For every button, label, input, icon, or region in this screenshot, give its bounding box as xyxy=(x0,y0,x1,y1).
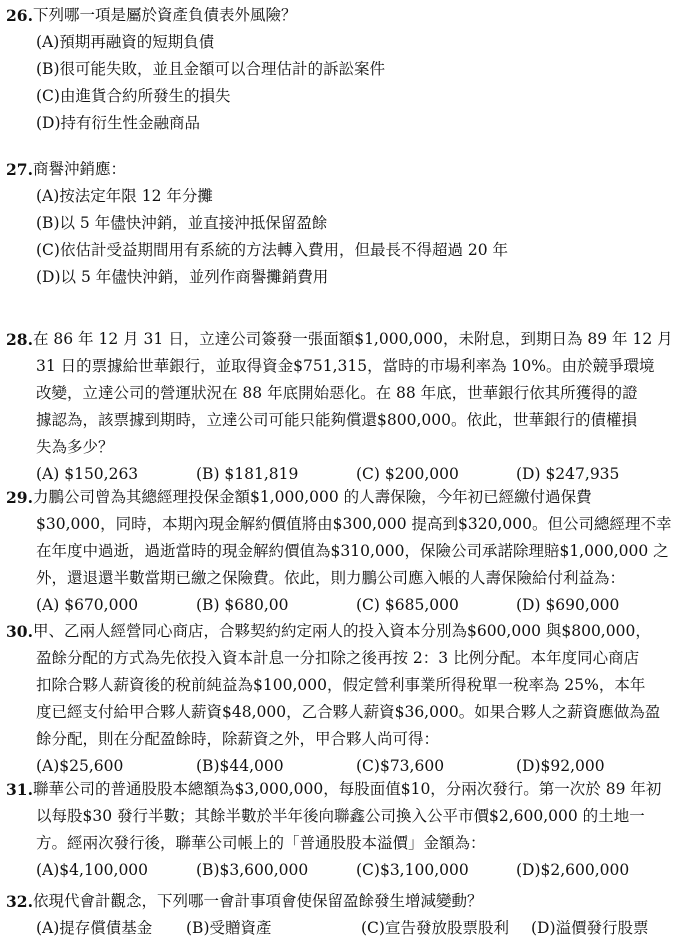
option-a: (A)$4,100,000 xyxy=(36,861,149,879)
question-stem-line: 在 86 年 12 月 31 日，立達公司簽發一張面額$1,000,000，未附息，到期日為 89 年 12 月 xyxy=(32,330,673,348)
option-d: (D)溢價發行股票 xyxy=(531,919,649,937)
option-a: (A) $670,000 xyxy=(36,596,139,614)
option-c: (C) $200,000 xyxy=(356,465,459,483)
option-d: (D)$92,000 xyxy=(516,757,605,775)
question-stem-line: 力鵬公司曾為其總經理投保金額$1,000,000 的人壽保險，今年初已經繳付過保費 xyxy=(32,488,592,506)
option-d: (D)以 5 年儘快沖銷，並列作商譽攤銷費用 xyxy=(36,268,329,286)
question-stem-line: 餘分配，則在分配盈餘時，除薪資之外，甲合夥人尚可得： xyxy=(36,730,440,748)
question-28 xyxy=(6,326,678,488)
question-number: 29. xyxy=(6,488,33,507)
question-stem: 商譽沖銷應： xyxy=(32,160,126,178)
option-c: (C)依估計受益期間用有系統的方法轉入費用，但最長不得超過 20 年 xyxy=(36,241,509,259)
question-stem-line: 扣除合夥人薪資後的稅前純益為$100,000，假定營利事業所得稅單一稅率為 25%，本年 xyxy=(36,676,646,694)
question-stem-line: 以每股$30 發行半數；其餘半數於半年後向聯鑫公司換入公平市價$2,600,000 的土地一 xyxy=(36,807,645,825)
question-number: 31. xyxy=(6,780,33,799)
question-stem-line: 方。經兩次發行後，聯華公司帳上的「普通股股本溢價」金額為： xyxy=(36,834,486,852)
option-b: (B) $680,00 xyxy=(196,596,289,614)
question-stem-line: 失為多少？ xyxy=(36,438,114,456)
question-stem-line: 31 日的票據給世華銀行，並取得資金$751,315，當時的市場利率為 10%。由於競爭環境 xyxy=(36,357,655,375)
option-d: (D) $247,935 xyxy=(516,465,620,483)
question-29 xyxy=(6,484,678,619)
option-b: (B)$3,600,000 xyxy=(196,861,309,879)
question-32 xyxy=(6,888,678,942)
question-number: 28. xyxy=(6,330,33,349)
question-31 xyxy=(6,776,678,884)
option-d: (D)持有衍生性金融商品 xyxy=(36,114,201,132)
option-a: (A)$25,600 xyxy=(36,757,124,775)
question-number: 32. xyxy=(6,892,33,911)
question-27 xyxy=(6,156,678,291)
option-c: (C)由進貨合約所發生的損失 xyxy=(36,87,231,105)
option-b: (B)受贈資產 xyxy=(186,919,272,937)
question-stem-line: 盈餘分配的方式為先依投入資本計息一分扣除之後再按 2：3 比例分配。本年度同心商店 xyxy=(36,649,640,667)
question-stem: 依現代會計觀念，下列哪一會計事項會使保留盈餘發生增減變動？ xyxy=(32,892,483,910)
option-a: (A)按法定年限 12 年分攤 xyxy=(36,187,213,205)
option-c: (C)$3,100,000 xyxy=(356,861,469,879)
option-a: (A) $150,263 xyxy=(36,465,139,483)
question-stem-line: 聯華公司的普通股股本總額為$3,000,000，每股面值$10，分兩次發行。第一次於 89 年初 xyxy=(32,780,662,798)
option-d: (D)$2,600,000 xyxy=(516,861,630,879)
option-c: (C)$73,600 xyxy=(356,757,445,775)
option-b: (B)$44,000 xyxy=(196,757,284,775)
option-d: (D) $690,000 xyxy=(516,596,620,614)
question-stem-line: 甲、乙兩人經營同心商店，合夥契約約定兩人的投入資本分別為$600,000 與$800,000， xyxy=(32,622,651,640)
question-stem: 下列哪一項是屬於資產負債表外風險？ xyxy=(32,6,297,24)
option-c: (C)宣告發放股票股利 xyxy=(361,919,509,937)
option-a: (A)預期再融資的短期負債 xyxy=(36,33,215,51)
option-b: (B)很可能失敗，並且金額可以合理估計的訴訟案件 xyxy=(36,60,385,78)
option-b: (B) $181,819 xyxy=(196,465,299,483)
option-c: (C) $685,000 xyxy=(356,596,459,614)
question-stem-line: $30,000，同時，本期內現金解約價值將由$300,000 提高到$320,000。但公司總經理不幸 xyxy=(36,515,672,533)
question-stem-line: 據認為，該票據到期時，立達公司可能只能夠償還$800,000。依此，世華銀行的債權損 xyxy=(36,411,637,429)
question-number: 30. xyxy=(6,622,33,641)
question-30 xyxy=(6,618,678,780)
option-b: (B)以 5 年儘快沖銷，並直接沖抵保留盈餘 xyxy=(36,214,328,232)
option-a: (A)提存償債基金 xyxy=(36,919,153,937)
question-stem-line: 度已經支付給甲合夥人薪資$48,000，乙合夥人薪資$36,000。如果合夥人之薪資應做為盈 xyxy=(36,703,661,721)
question-stem-line: 在年度中過逝，過逝當時的現金解約價值為$310,000，保險公司承諾除理賠$1,000,000 之 xyxy=(36,542,669,560)
question-number: 27. xyxy=(6,160,33,179)
question-26 xyxy=(6,2,678,137)
question-stem-line: 改變，立達公司的營運狀況在 88 年底開始惡化。在 88 年底，世華銀行依其所獲得的證 xyxy=(36,384,638,402)
question-stem-line: 外，還退還半數當期已繳之保險費。依此，則力鵬公司應入帳的人壽保險給付利益為： xyxy=(36,569,626,587)
question-number: 26. xyxy=(6,6,33,25)
